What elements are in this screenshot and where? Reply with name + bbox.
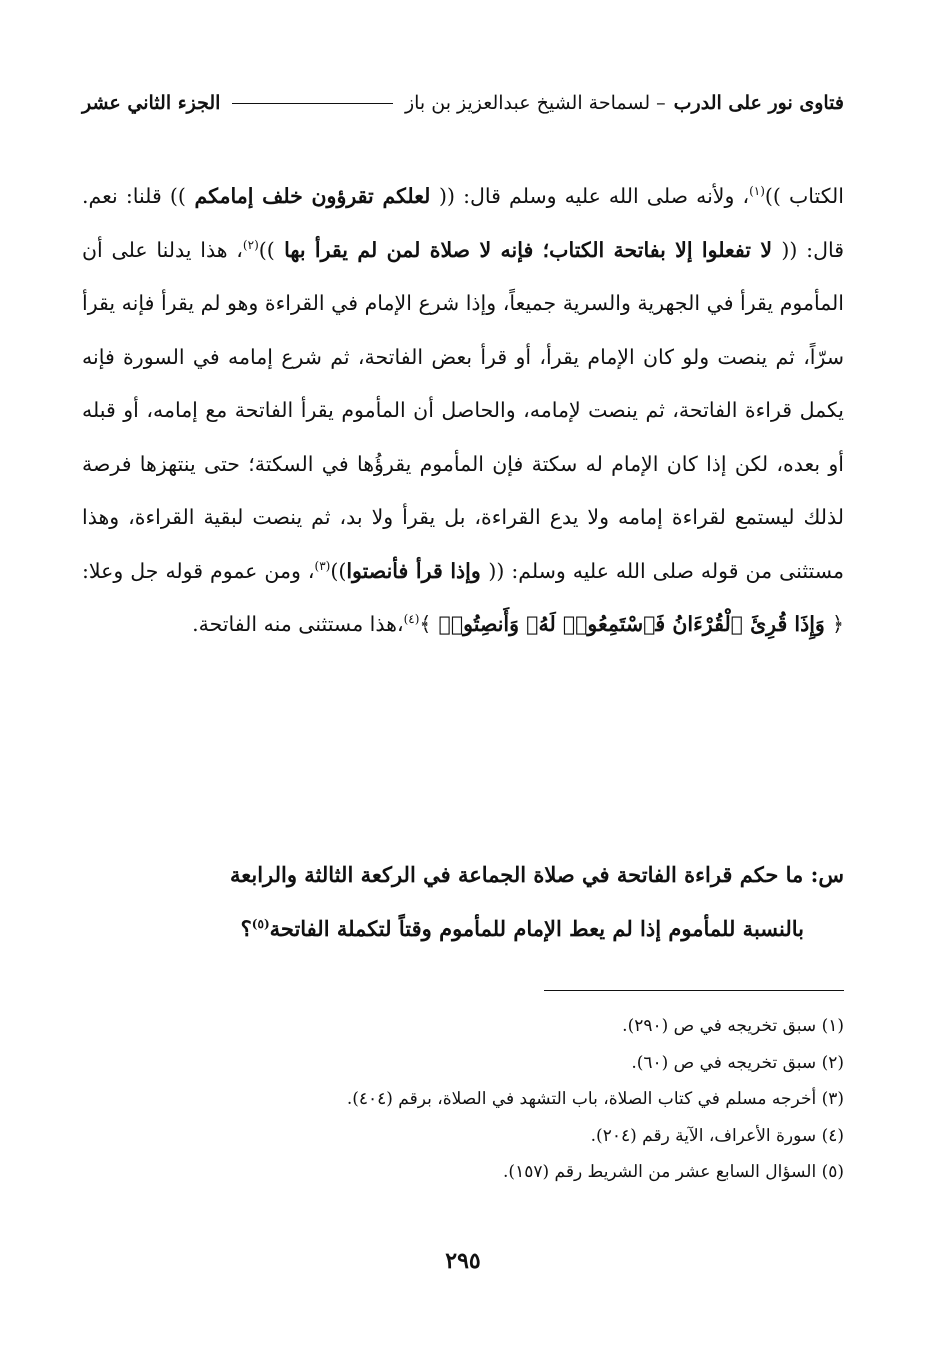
fatwa-answer-text [82,170,844,652]
volume-part: الجزء الثاني عشر [82,92,221,114]
text-span: ﴾ [419,612,432,636]
footnote-ref-3: (٣) [314,558,331,573]
question-text: بالنسبة للمأموم إذا لم يعط الإمام للمأموم وقتاً لتكملة الفاتحة [269,916,804,941]
question-line-2 [82,902,844,956]
text-span: الكتاب )) [764,184,844,208]
fatwa-question [82,848,844,956]
text-span: ، ولأنه صلى الله عليه وسلم قال: (( [439,184,750,208]
footnote-ref-4: (٤) [403,612,420,627]
footnote-1: (١) سبق تخريجه في ص (٢٩٠). [622,1016,844,1036]
text-span: )) [258,237,275,262]
text-span: ،هذا مستثنى منه الفاتحة. [192,612,404,636]
question-mark: ؟ [240,916,252,941]
running-header [82,86,844,120]
footnote-3: (٣) أخرجه مسلم في كتاب الصلاة، باب التشهد في الصلاة، برقم (٤٠٤). [346,1089,844,1109]
question-line-1: س: ما حكم قراءة الفاتحة في صلاة الجماعة في الركعة الثالثة والرابعة [229,862,844,887]
footnote-divider [544,990,844,991]
footnote-ref-2: (٢) [242,237,259,252]
footnotes [82,1008,844,1191]
hadith-quote: لعلكم تقرؤون خلف إمامكم [185,184,440,208]
footnote-ref-5: (٥) [251,917,270,931]
footnote-ref-1: (١) [749,184,765,199]
text-span: ، هذا يدلنا على أن المأموم يقرأ في الجهرية والسرية جميعاً، وإذا شرع الإمام في القراءة وهو لم يقرأ فإنه يقرأ سرّاً، ثم ينصت ولو كان الإمام يقرأ، أو قرأ بعض الفاتحة، ثم شرع إمامه في السورة فإنه يكمل قراءة الفاتحة، ثم ينصت لإمامه، والحاصل أن المأموم يقرأ الفاتحة مع إمامه، أو قبله أو بعده، لكن إذا كان الإمام له سكتة فإن المأموم يقرؤُها في السكتة؛ حتى ينتهزها فرصة لذلك ليستمع لقراءة إمامه ولا يدع القراءة، بل يقرأ ولا بد، ثم ينصت لبقية القراءة، وهذا مستثنى من قوله صلى الله عليه وسلم: (( [82,237,844,583]
text-span: ، ومن عموم قوله جل وعلا: ﴿ [82,558,844,636]
page-number: ٢٩٥ [445,1248,481,1274]
header-rule [232,103,392,104]
footnote-4: (٤) سورة الأعراف، الآية رقم (٢٠٤). [590,1125,844,1146]
footnote-5: (٥) السؤال السابع عشر من الشريط رقم (١٥٧). [503,1162,844,1182]
text-span: )) قلنا: نعم. قال: (( [82,184,845,262]
hadith-quote: لا تفعلوا إلا بفاتحة الكتاب؛ فإنه لا صلاة لمن لم يقرأ بها [274,237,782,262]
quran-verse: وَإِذَا قُرِئَ ٱلْقُرْءَانُ فَٱسْتَمِعُوا۟ لَهُۥ وَأَنصِتُوا۟ [431,612,832,636]
footnote-2: (٢) سبق تخريجه في ص (٦٠). [631,1052,844,1073]
text-span: )) [330,558,347,583]
book-title: فتاوى نور على الدرب [673,92,844,114]
hadith-quote: وإذا قرأ فأنصتوا [346,558,489,583]
answer-paragraph [82,170,844,652]
author-name: – لسماحة الشيخ عبدالعزيز بن باز [404,92,666,114]
